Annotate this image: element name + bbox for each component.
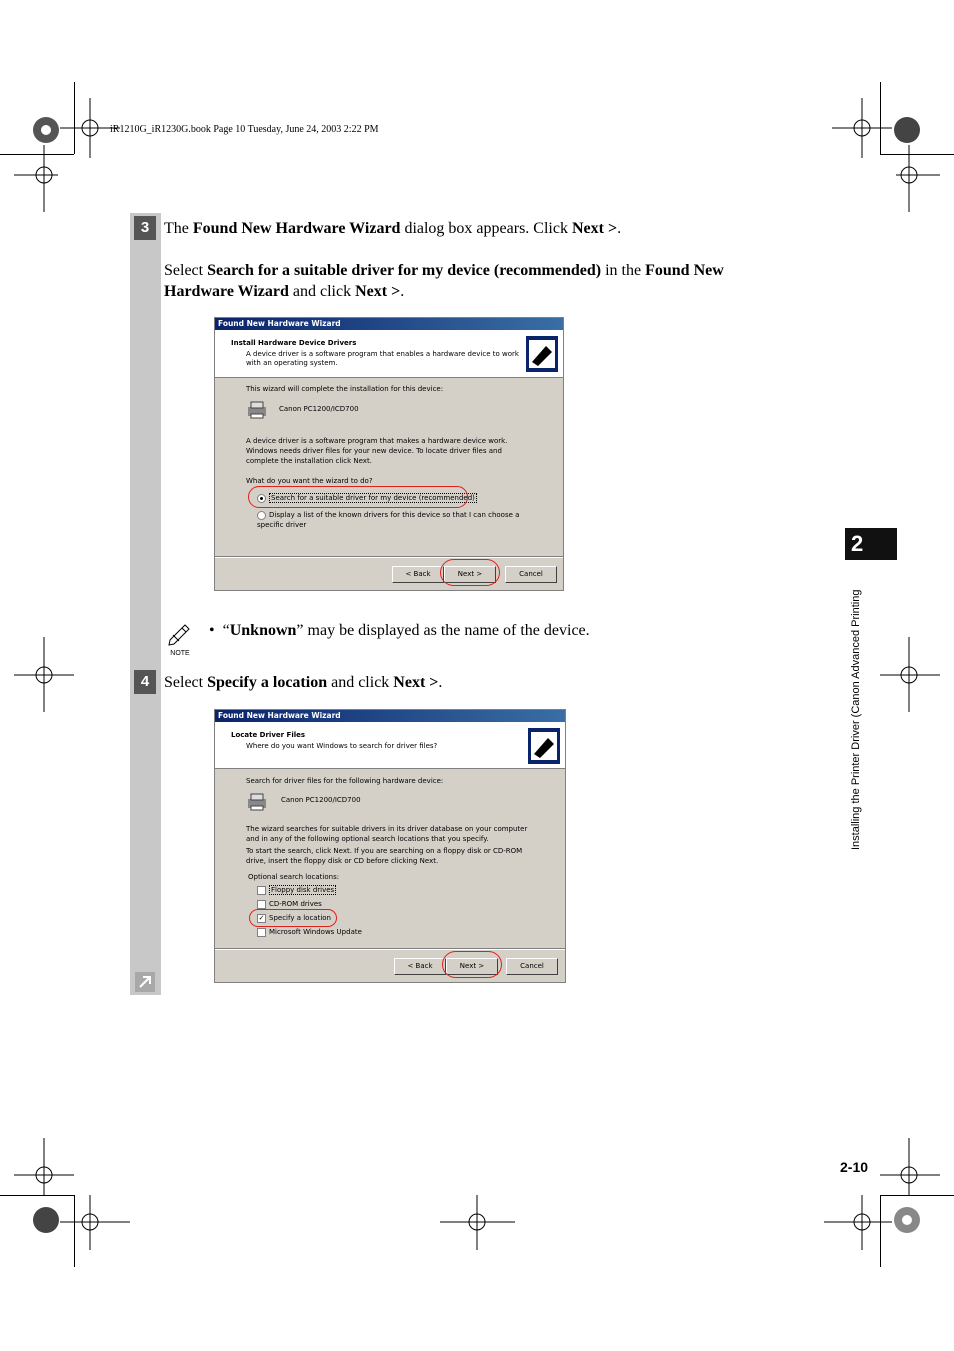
- step-sidebar: [130, 213, 161, 995]
- text-run: .: [438, 674, 443, 691]
- text-run: .: [617, 220, 622, 237]
- hardware-wizard-dialog-2: [214, 709, 566, 983]
- star-target-icon: [894, 1207, 920, 1233]
- bold-run: Unknown: [229, 622, 297, 639]
- highlight-oval: [248, 486, 468, 508]
- star-target-icon: [894, 117, 920, 143]
- checkbox-label: Microsoft Windows Update: [269, 928, 362, 936]
- note-icon: [167, 620, 193, 656]
- checkbox-icon: [257, 900, 266, 909]
- bold-run: Search for a suitable driver for my device (recommended): [207, 262, 602, 279]
- text-run: dialog box appears. Click: [400, 220, 572, 237]
- divider: [215, 948, 565, 950]
- bold-run: Found New Hardware Wizard: [192, 220, 401, 237]
- star-target-icon: [33, 1207, 59, 1233]
- step4-instruction: [164, 672, 804, 693]
- text-run: in the: [601, 262, 646, 279]
- dialog-question: What do you want the wizard to do?: [246, 477, 373, 485]
- chapter-tab: 2: [845, 528, 897, 560]
- registration-target-icon: [824, 1195, 892, 1250]
- text-run: and click: [327, 674, 394, 691]
- registration-target-icon: [14, 1138, 74, 1195]
- highlight-oval: [249, 909, 337, 927]
- wizard-logo-icon: [528, 728, 560, 764]
- checkbox-label: Floppy disk drives: [271, 886, 335, 894]
- checkbox-label: CD-ROM drives: [269, 900, 322, 908]
- checkbox-icon: [257, 928, 266, 937]
- checkbox-label: Specify a location: [269, 914, 331, 922]
- registration-target-icon: [440, 1195, 515, 1250]
- dialog-header: [215, 722, 565, 769]
- registration-target-icon: [14, 145, 58, 212]
- bold-run: Next >: [355, 283, 401, 300]
- bullet: •: [209, 622, 215, 639]
- printer-icon: [246, 401, 268, 419]
- dialog-title: Found New Hardware Wizard: [215, 318, 563, 330]
- next-button[interactable]: Next >: [446, 958, 498, 975]
- cancel-button[interactable]: Cancel: [505, 566, 557, 583]
- optional-locations-label: Optional search locations:: [248, 873, 340, 881]
- dialog-header: [215, 330, 563, 378]
- back-button[interactable]: < Back: [394, 958, 446, 975]
- note-label: NOTE: [170, 650, 190, 657]
- note-text: [209, 620, 809, 641]
- registration-target-icon: [880, 1138, 940, 1195]
- cancel-button[interactable]: Cancel: [506, 958, 558, 975]
- text-run: The: [164, 220, 193, 237]
- step3-instruction: [164, 218, 804, 239]
- dialog-subheading: A device driver is a software program that enables a hardware device to work with an operating system.: [246, 350, 519, 367]
- floppy-checkbox[interactable]: [257, 885, 336, 895]
- chapter-side-title: Installing the Printer Driver (Canon Advanced Printing: [850, 589, 862, 850]
- text-run: and click: [288, 283, 356, 300]
- step3-detail: [164, 260, 794, 302]
- dialog-subheading: Where do you want Windows to search for driver files?: [246, 742, 438, 750]
- device-name: Canon PC1200/ICD700: [279, 405, 359, 413]
- back-button[interactable]: < Back: [392, 566, 444, 583]
- windows-update-checkbox[interactable]: [257, 927, 362, 937]
- bold-run: Specify a location: [207, 674, 328, 691]
- checkmark-icon: ✓: [258, 913, 265, 922]
- divider: [215, 556, 563, 558]
- hardware-wizard-dialog-1: [214, 317, 564, 591]
- dialog-description: A device driver is a software program that makes a hardware device work. Windows needs driver files for your new device. To locate driver files and complete the installation click Next.: [246, 437, 508, 465]
- next-button[interactable]: Next >: [444, 566, 496, 583]
- text-run: ” may be displayed as the name of the device.: [296, 622, 590, 639]
- dialog-intro: Search for driver files for the following hardware device:: [246, 777, 444, 785]
- text-run: .: [400, 283, 405, 300]
- text-run: Select: [164, 262, 208, 279]
- device-name: Canon PC1200/ICD700: [281, 796, 361, 804]
- bold-run: Next >: [393, 674, 439, 691]
- text-run: Select: [164, 674, 208, 691]
- step-number-badge: 3: [134, 216, 156, 240]
- registration-target-icon: [880, 637, 940, 712]
- radio-unselected-icon: [257, 511, 266, 520]
- highlight-oval: [440, 559, 500, 586]
- star-target-icon: [33, 117, 59, 143]
- display-list-radio[interactable]: [257, 510, 547, 530]
- dialog-intro: This wizard will complete the installation for this device:: [246, 385, 444, 393]
- cdrom-checkbox[interactable]: [257, 899, 322, 909]
- text-run: “: [222, 622, 230, 639]
- bold-run: Found New Hardware Wizard: [164, 262, 724, 300]
- dialog-heading: Install Hardware Device Drivers: [231, 339, 357, 347]
- dialog-description: The wizard searches for suitable drivers in its driver database on your computer and in any of the following optional search locations that you specify.: [246, 825, 528, 843]
- registration-target-icon: [14, 637, 74, 712]
- checkbox-icon: [257, 886, 266, 895]
- registration-target-icon: [60, 1195, 130, 1250]
- continue-arrow-icon: [135, 972, 155, 992]
- dialog-title: Found New Hardware Wizard: [215, 710, 565, 722]
- dialog-description: To start the search, click Next. If you are searching on a floppy disk or CD-ROM drive, insert the floppy disk or CD before clicking Next.: [246, 847, 523, 865]
- registration-target-icon: [896, 145, 940, 212]
- page-number: 2-10: [840, 1159, 869, 1175]
- bold-run: Next >: [571, 220, 618, 237]
- printer-icon: [246, 793, 268, 811]
- radio-label: Display a list of the known drivers for this device so that I can choose a specific driver: [257, 511, 520, 529]
- registration-target-icon: [832, 98, 892, 158]
- highlight-oval: [442, 951, 502, 978]
- file-header-line: iR1210G_iR1230G.book Page 10 Tuesday, June 24, 2003 2:22 PM: [110, 124, 379, 135]
- registration-target-icon: [60, 98, 120, 158]
- wizard-logo-icon: [526, 336, 558, 372]
- step-number-badge: 4: [134, 670, 156, 694]
- dialog-heading: Locate Driver Files: [231, 731, 306, 739]
- radio-label: Search for a suitable driver for my device (recommended): [271, 494, 475, 502]
